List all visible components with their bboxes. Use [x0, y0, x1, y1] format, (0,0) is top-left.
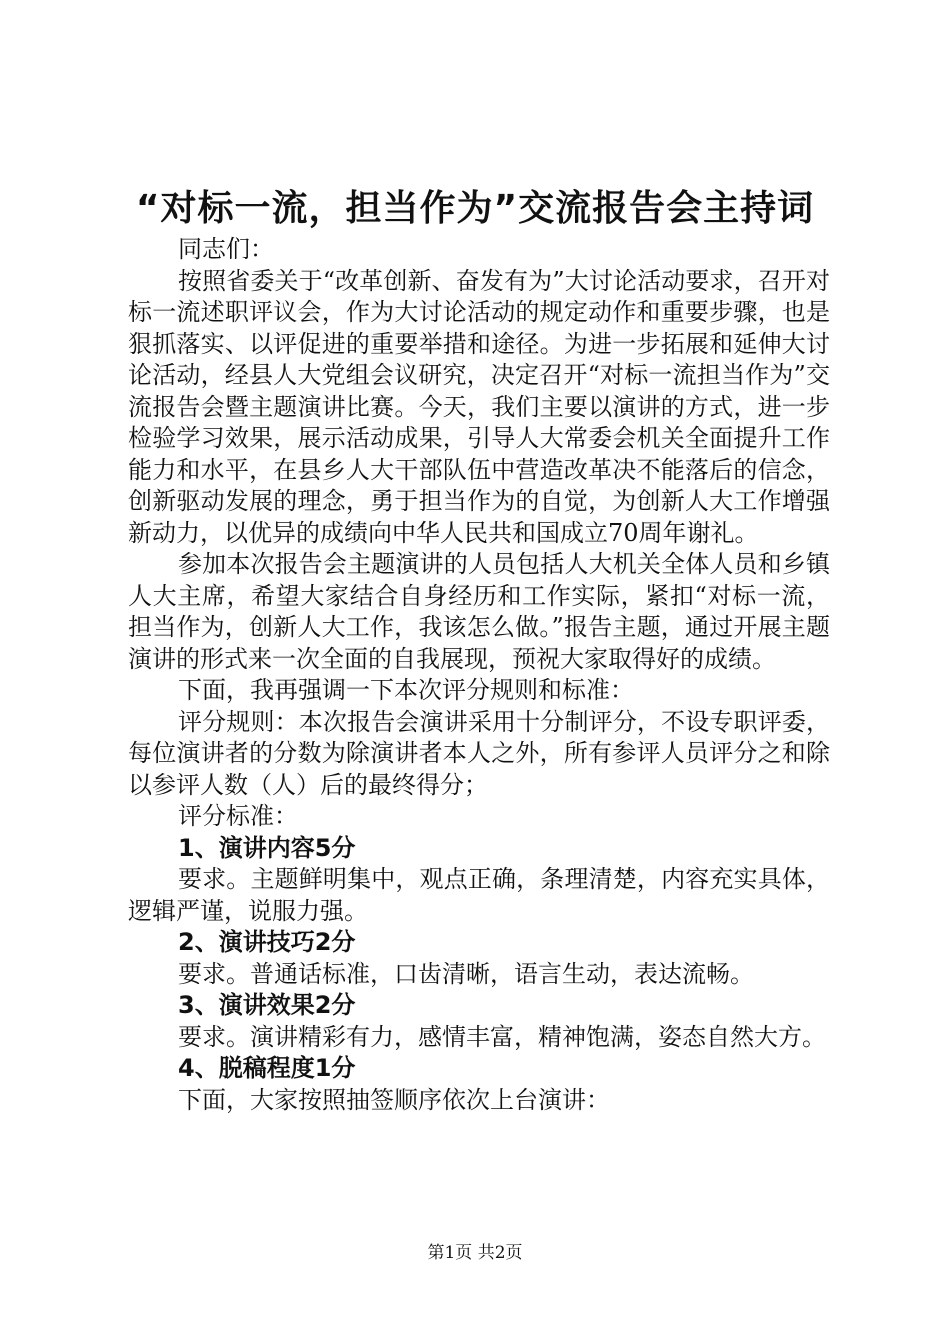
paragraph-participants: 参加本次报告会主题演讲的人员包括人大机关全体人员和乡镇人大主席，希望大家结合自身经历和工作实际，紧扣“对标一流，担当作为，创新人大工作，我该怎么做。”报告主题，通过开展主题演讲的形式来一次全面的自我展现，预祝大家取得好的成绩。 [128, 550, 830, 673]
heading-content-score: 1、演讲内容5分 [178, 833, 356, 862]
page-footer: 第1页 共2页 [427, 1243, 523, 1263]
heading-script-free-score: 4、脱稿程度1分 [178, 1054, 356, 1082]
heading-effect-score: 3、演讲效果2分 [178, 991, 356, 1019]
document-title: “对标一流，担当作为”交流报告会主持词 [135, 188, 815, 229]
heading-technique-score: 2、演讲技巧2分 [178, 928, 356, 956]
paragraph-intro: 按照省委关于“改革创新、奋发有为”大讨论活动要求，召开对标一流述职评议会，作为大讨论活动的规定动作和重要步骤，也是狠抓落实、以评促进的重要举措和途径。为进一步拓展和延伸大讨论活动，经县人大党组会议研究，决定召开“对标一流担当作为”交流报告会暨主题演讲比赛。今天，我们主要以演讲的方式，进一步检验学习效果，展示活动成果，引导人大常委会机关全面提升工作能力和水平，在县乡人大干部队伍中营造改革决不能落后的信念，创新驱动发展的理念，勇于担当作为的自觉，为创新人大工作增强新动力，以优异的成绩向中华人民共和国成立70周年谢礼。 [128, 266, 830, 547]
paragraph-effect-requirement: 要求。演讲精彩有力，感情丰富，精神饱满，姿态自然大方。 [178, 1022, 826, 1051]
paragraph-scoring-standard: 评分标准： [178, 802, 298, 830]
paragraph-closing: 下面，大家按照抽签顺序依次上台演讲： [178, 1085, 610, 1114]
paragraph-greeting: 同志们： [178, 235, 274, 263]
document-body [128, 234, 830, 1116]
paragraph-rules-lead: 下面，我再强调一下本次评分规则和标准： [178, 676, 634, 704]
paragraph-scoring-rules: 评分规则：本次报告会演讲采用十分制评分，不设专职评委，每位演讲者的分数为除演讲者本人之外，所有参评人员评分之和除以参评人数（人）后的最终得分； [128, 707, 830, 799]
paragraph-technique-requirement: 要求。普通话标准，口齿清晰，语言生动，表达流畅。 [178, 959, 754, 988]
paragraph-content-requirement: 要求。主题鲜明集中，观点正确，条理清楚，内容充实具体，逻辑严谨，说服力强。 [128, 865, 830, 925]
